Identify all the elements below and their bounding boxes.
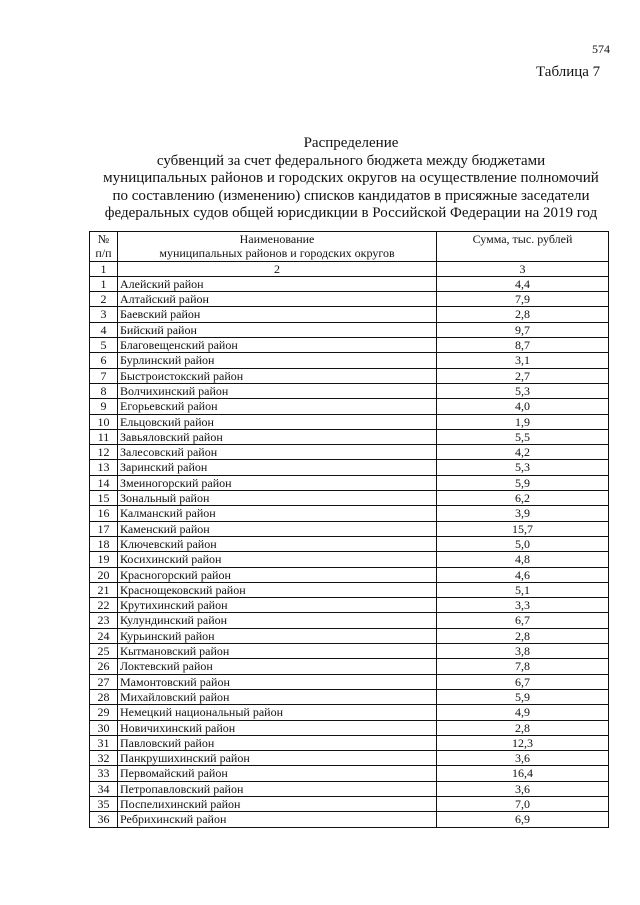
table-row — [90, 399, 609, 414]
table-row — [90, 766, 609, 781]
row-name: Новичихинский район — [118, 720, 437, 735]
row-value: 6,7 — [437, 674, 609, 689]
row-name: Ребрихинский район — [118, 812, 437, 827]
row-value: 15,7 — [437, 521, 609, 536]
header-name-line1: Наименование — [239, 232, 315, 246]
row-value: 4,9 — [437, 705, 609, 720]
row-name: Немецкий национальный район — [118, 705, 437, 720]
table-row — [90, 567, 609, 582]
row-number: 2 — [90, 292, 118, 307]
row-value: 16,4 — [437, 766, 609, 781]
row-value: 8,7 — [437, 338, 609, 353]
row-name: Бийский район — [118, 322, 437, 337]
row-name: Курьинский район — [118, 628, 437, 643]
title-line: по составлению (изменению) списков кандидатов в присяжные заседатели — [112, 187, 590, 204]
row-number: 28 — [90, 689, 118, 704]
row-number: 27 — [90, 674, 118, 689]
row-number: 8 — [90, 383, 118, 398]
table-row — [90, 322, 609, 337]
row-number: 21 — [90, 582, 118, 597]
row-number: 10 — [90, 414, 118, 429]
row-value: 3,6 — [437, 751, 609, 766]
row-value: 4,0 — [437, 399, 609, 414]
table-row — [90, 689, 609, 704]
column-index-row — [90, 261, 609, 276]
row-name: Каменский район — [118, 521, 437, 536]
row-value: 4,4 — [437, 276, 609, 291]
row-value: 5,1 — [437, 582, 609, 597]
row-name: Волчихинский район — [118, 383, 437, 398]
row-number: 15 — [90, 491, 118, 506]
row-number: 20 — [90, 567, 118, 582]
row-value: 7,9 — [437, 292, 609, 307]
row-value: 9,7 — [437, 322, 609, 337]
row-number: 16 — [90, 506, 118, 521]
row-value: 5,5 — [437, 429, 609, 444]
row-number: 34 — [90, 781, 118, 796]
row-value: 2,8 — [437, 307, 609, 322]
row-number: 29 — [90, 705, 118, 720]
row-value: 2,8 — [437, 720, 609, 735]
row-value: 4,8 — [437, 552, 609, 567]
table-row — [90, 582, 609, 597]
row-number: 36 — [90, 812, 118, 827]
row-value: 5,9 — [437, 475, 609, 490]
row-name: Ключевский район — [118, 536, 437, 551]
row-name: Красногорский район — [118, 567, 437, 582]
row-number: 32 — [90, 751, 118, 766]
header-name-line2: муниципальных районов и городских округов — [159, 246, 395, 261]
row-value: 12,3 — [437, 735, 609, 750]
row-value: 3,3 — [437, 598, 609, 613]
table-label: Таблица 7 — [536, 64, 601, 80]
table-row — [90, 796, 609, 811]
row-value: 7,0 — [437, 796, 609, 811]
table-row — [90, 460, 609, 475]
row-number: 18 — [90, 536, 118, 551]
row-name: Поспелихинский район — [118, 796, 437, 811]
row-name: Мамонтовский район — [118, 674, 437, 689]
row-value: 6,2 — [437, 491, 609, 506]
distribution-table — [89, 231, 609, 828]
table-row — [90, 414, 609, 429]
row-number: 24 — [90, 628, 118, 643]
table-row — [90, 812, 609, 827]
row-name: Зональный район — [118, 491, 437, 506]
row-number: 12 — [90, 445, 118, 460]
table-row — [90, 705, 609, 720]
row-name: Панкрушихинский район — [118, 751, 437, 766]
row-value: 3,6 — [437, 781, 609, 796]
row-number: 30 — [90, 720, 118, 735]
table-row — [90, 613, 609, 628]
row-number: 3 — [90, 307, 118, 322]
row-value: 2,8 — [437, 628, 609, 643]
table-row — [90, 383, 609, 398]
row-value: 5,9 — [437, 689, 609, 704]
row-number: 19 — [90, 552, 118, 567]
title-line: субвенций за счет федерального бюджета между бюджетами — [156, 152, 546, 169]
row-number: 6 — [90, 353, 118, 368]
row-name: Егорьевский район — [118, 399, 437, 414]
table-row — [90, 552, 609, 567]
row-name: Крутихинский район — [118, 598, 437, 613]
table-row — [90, 628, 609, 643]
row-name: Калманский район — [118, 506, 437, 521]
table-row — [90, 445, 609, 460]
row-number: 35 — [90, 796, 118, 811]
row-value: 7,8 — [437, 659, 609, 674]
table-row — [90, 292, 609, 307]
row-name: Первомайский район — [118, 766, 437, 781]
document-title — [92, 135, 610, 223]
title-line: федеральных судов общей юрисдикции в Российской Федерации на 2019 год — [104, 205, 598, 221]
row-name: Петропавловский район — [118, 781, 437, 796]
table-row — [90, 368, 609, 383]
row-name: Быстроистокский район — [118, 368, 437, 383]
row-name: Алейский район — [118, 276, 437, 291]
row-number: 13 — [90, 460, 118, 475]
row-value: 5,0 — [437, 536, 609, 551]
table-row — [90, 475, 609, 490]
title-line: муниципальных районов и городских округов на осуществление полномочий — [103, 170, 599, 186]
row-name: Кулундинский район — [118, 613, 437, 628]
row-value: 3,9 — [437, 506, 609, 521]
row-name: Павловский район — [118, 735, 437, 750]
row-name: Бурлинский район — [118, 353, 437, 368]
page-number: 574 — [592, 42, 610, 56]
row-number: 1 — [90, 276, 118, 291]
row-name: Завьяловский район — [118, 429, 437, 444]
table-row — [90, 521, 609, 536]
row-name: Косихинский район — [118, 552, 437, 567]
header-row — [90, 232, 609, 262]
row-value: 1,9 — [437, 414, 609, 429]
title-line: Распределение — [303, 135, 399, 151]
row-number: 11 — [90, 429, 118, 444]
row-number: 23 — [90, 613, 118, 628]
column-index: 3 — [437, 261, 609, 276]
row-name: Баевский район — [118, 307, 437, 322]
table-row — [90, 598, 609, 613]
row-number: 9 — [90, 399, 118, 414]
table-row — [90, 781, 609, 796]
row-number: 25 — [90, 644, 118, 659]
row-number: 7 — [90, 368, 118, 383]
row-name: Благовещенский район — [118, 338, 437, 353]
table-row — [90, 429, 609, 444]
table-row — [90, 307, 609, 322]
table-row — [90, 536, 609, 551]
table-row — [90, 491, 609, 506]
row-value: 4,6 — [437, 567, 609, 582]
row-number: 14 — [90, 475, 118, 490]
column-index: 1 — [90, 261, 118, 276]
row-name: Алтайский район — [118, 292, 437, 307]
table-row — [90, 751, 609, 766]
table-row — [90, 674, 609, 689]
table-row — [90, 338, 609, 353]
header-number — [90, 232, 118, 262]
row-number: 33 — [90, 766, 118, 781]
row-number: 17 — [90, 521, 118, 536]
row-value: 5,3 — [437, 383, 609, 398]
table-row — [90, 720, 609, 735]
header-number-line1: № — [97, 232, 110, 246]
table-row — [90, 506, 609, 521]
table-row — [90, 659, 609, 674]
table-row — [90, 353, 609, 368]
row-value: 3,1 — [437, 353, 609, 368]
row-value: 4,2 — [437, 445, 609, 460]
row-name: Заринский район — [118, 460, 437, 475]
row-number: 4 — [90, 322, 118, 337]
row-value: 6,7 — [437, 613, 609, 628]
row-number: 22 — [90, 598, 118, 613]
row-value: 3,8 — [437, 644, 609, 659]
row-value: 6,9 — [437, 812, 609, 827]
row-number: 5 — [90, 338, 118, 353]
row-name: Кытмановский район — [118, 644, 437, 659]
row-number: 31 — [90, 735, 118, 750]
row-value: 5,3 — [437, 460, 609, 475]
row-number: 26 — [90, 659, 118, 674]
table-row — [90, 644, 609, 659]
row-name: Краснощековский район — [118, 582, 437, 597]
row-name: Михайловский район — [118, 689, 437, 704]
header-number-line2: п/п — [95, 246, 112, 261]
table-row — [90, 735, 609, 750]
row-name: Залесовский район — [118, 445, 437, 460]
row-value: 2,7 — [437, 368, 609, 383]
row-name: Змеиногорский район — [118, 475, 437, 490]
table-row — [90, 276, 609, 291]
header-name — [118, 232, 437, 262]
row-name: Локтевский район — [118, 659, 437, 674]
header-sum: Сумма, тыс. рублей — [437, 232, 609, 262]
row-name: Ельцовский район — [118, 414, 437, 429]
column-index: 2 — [118, 261, 437, 276]
